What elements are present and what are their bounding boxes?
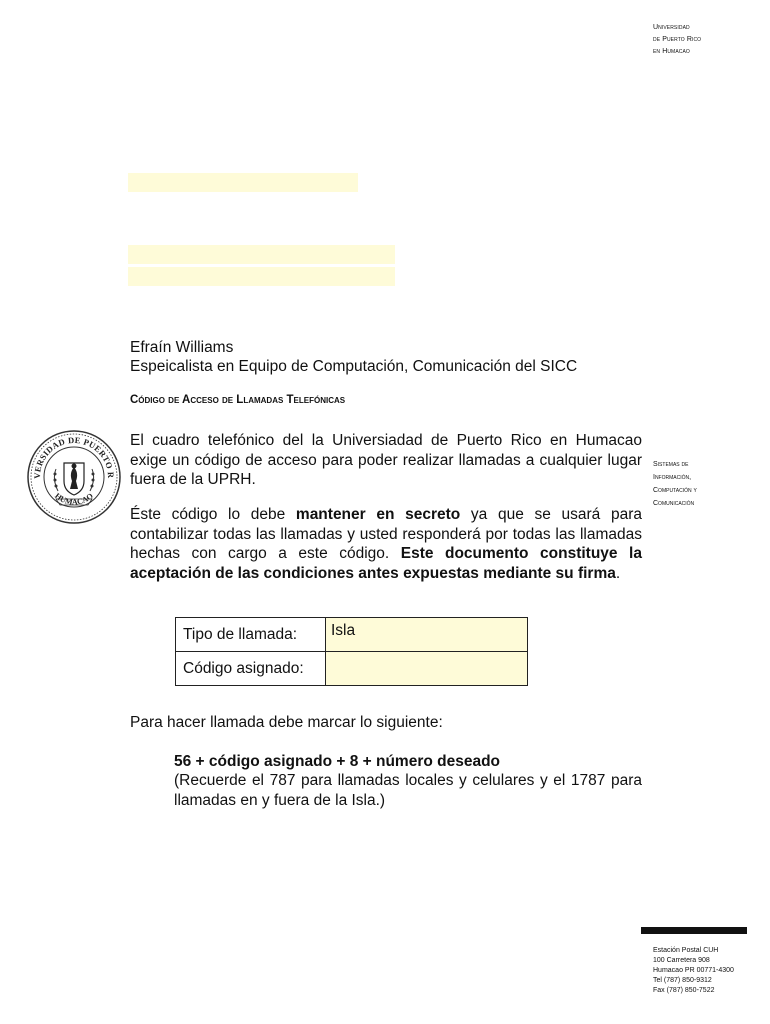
p2-bold-acceptance: Este documento constituye la aceptación de las condiciones antes expuestas mediante su firma	[130, 545, 642, 582]
address-line-2: 100 Carretera 908	[653, 957, 710, 964]
department-line-4: Comunicación	[653, 500, 695, 507]
recipient-name: Efraín Williams	[130, 339, 234, 356]
dialing-formula: 56 + código asignado + 8 + número deseado	[174, 753, 501, 770]
postal-address	[653, 946, 734, 996]
p2-text-b: ya que se usará para contabilizar todas las llamadas y usted responderá por todas las llamadas hechas con cargo a este código.	[130, 506, 642, 562]
table-row	[176, 618, 528, 652]
seal-top-text: VERSIDAD DE PUERTO R	[31, 434, 117, 479]
call-info-table	[175, 617, 528, 686]
university-line-3: en Humacao	[653, 48, 690, 55]
p2-text-end: .	[615, 564, 621, 582]
department-side-label	[653, 458, 697, 510]
seal-bottom-text: HUMACAO	[53, 491, 95, 507]
recipient-title: Espeicalista en Equipo de Computación, Comunicación del SICC	[130, 358, 578, 375]
address-line-1: Estación Postal CUH	[653, 947, 719, 954]
table-row	[176, 652, 528, 686]
address-line-3: Humacao PR 00771-4300	[653, 967, 734, 974]
call-type-label: Tipo de llamada:	[176, 618, 326, 652]
call-type-field[interactable]: Isla	[326, 618, 528, 652]
address-line-5: Fax (787) 850-7522	[653, 987, 715, 994]
paragraph-access-code-requirement: El cuadro telefónico del la Universiadad de Puerto Rico en Humacao exige un código de acceso para poder realizar llamadas a cualquier lugar fuera de la UPRH.	[130, 432, 642, 488]
university-line-2: de Puerto Rico	[653, 36, 702, 43]
department-line-3: Computación y	[653, 487, 697, 494]
p2-bold-secret: mantener en secreto	[295, 506, 461, 523]
dialing-note: (Recuerde el 787 para llamadas locales y celulares y el 1787 para llamadas en y fuera de la Isla.)	[174, 772, 642, 809]
address-line-4: Tel (787) 850-9312	[653, 977, 712, 984]
dialing-instructions-intro: Para hacer llamada debe marcar lo siguiente:	[130, 714, 443, 731]
p2-text-a: Éste código lo debe	[130, 506, 296, 523]
address-form-field-2[interactable]	[128, 267, 395, 286]
subject-heading: Código de Acceso de Llamadas Telefónicas	[130, 394, 346, 406]
call-info-table-wrapper	[175, 617, 528, 686]
assigned-code-field[interactable]	[326, 652, 528, 686]
assigned-code-label: Código asignado:	[176, 652, 326, 686]
university-seal	[26, 429, 122, 525]
footer-rule	[641, 927, 747, 934]
university-line-1: Universidad	[653, 24, 690, 31]
university-header	[653, 22, 701, 58]
date-form-field[interactable]	[128, 173, 358, 192]
address-form-field-1[interactable]	[128, 245, 395, 264]
paragraph-confidentiality	[130, 505, 642, 583]
department-line-2: Información,	[653, 474, 692, 481]
department-line-1: Sistemas de	[653, 461, 689, 468]
